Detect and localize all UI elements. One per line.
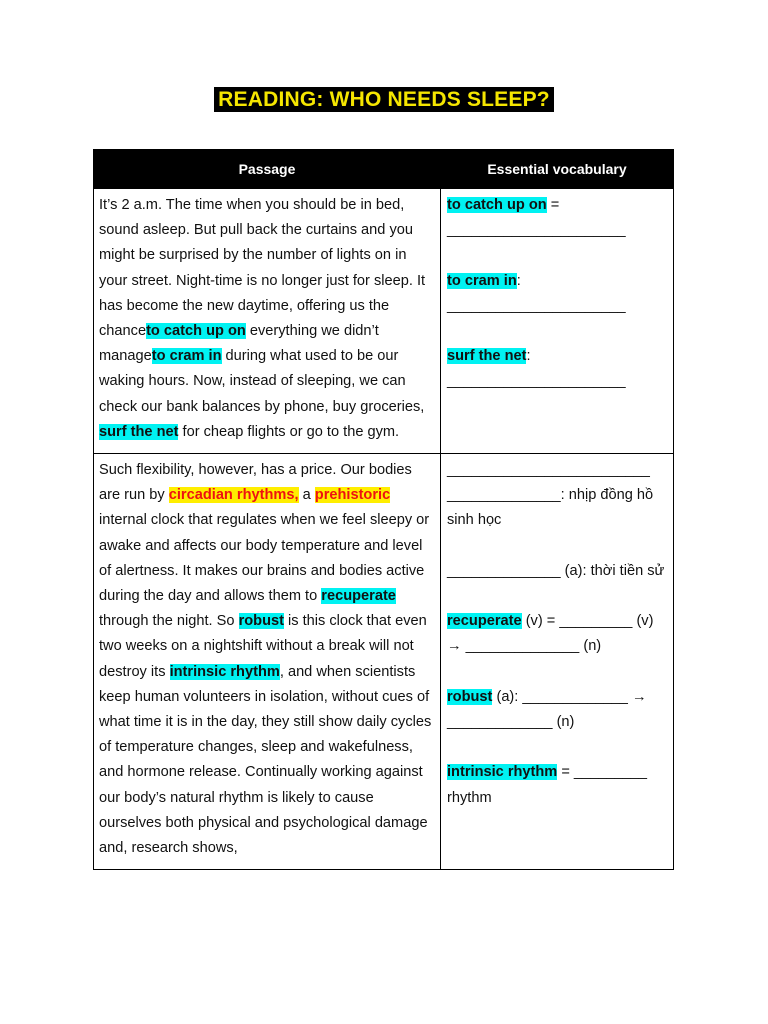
vocab-highlight: recuperate — [321, 588, 396, 605]
vocab-blank: : ______________________ — [447, 272, 626, 314]
vocab-term: to cram in — [447, 272, 517, 289]
passage-text: for cheap flights or go to the gym. — [178, 423, 400, 440]
vocab-highlight-red: prehistoric — [314, 487, 391, 504]
header-row — [94, 150, 674, 189]
vocab-item — [447, 269, 667, 319]
vocab-cell-2 — [441, 454, 674, 870]
passage-text: It’s 2 a.m. The time when you should be in bed, sound asleep. But pull back the curtains and you might be surprised by the number of lights on in your street. Night-time is no longer just for sleep. It has become the new daytime, offering us the chance — [99, 197, 426, 340]
vocab-item — [447, 609, 667, 659]
vocab-blank: (a): _____________ → _____________ (n) — [447, 688, 647, 731]
vocab-highlight: to cram in — [151, 348, 222, 365]
reading-table — [93, 149, 674, 870]
vocab-item — [447, 685, 667, 735]
passage-text: Such flexibility, however, has a price. Our bodies are run by — [99, 462, 412, 504]
vocab-term: recuperate — [447, 613, 522, 630]
header-passage: Passage — [94, 150, 441, 189]
vocab-term: robust — [447, 688, 493, 705]
vocab-highlight: robust — [238, 613, 284, 630]
vocab-blank: (v) = _________ (v) → ______________ (n) — [447, 613, 654, 655]
passage-text: , and when scientists keep human volunteers in isolation, without cues of what time it is in the day, they still show daily cycles of temperature changes, sleep and wakefulness, and hormone release. Continually working against our body’s natural rhythm is likely to cause ourselves both physical and psychological damage and, research shows, — [99, 663, 432, 857]
table-row — [94, 454, 674, 870]
passage-text: internal clock that regulates when we feel sleepy or awake and affects our body temperature and level of alertness. It makes our brains and bodies active during the day and allows them to — [99, 512, 430, 605]
passage-text: everything we didn’t manage — [99, 323, 379, 365]
vocab-item — [447, 760, 667, 810]
passage-text: is this clock that even two weeks on a nightshift without a break will not destroy its — [99, 613, 427, 680]
vocab-item: ______________ (a): thời tiền sử — [447, 562, 665, 579]
vocab-blank: : ______________________ — [447, 348, 626, 390]
page-title: READING: WHO NEEDS SLEEP? — [214, 87, 554, 112]
passage-text: during what used to be our waking hours. Now, instead of sleeping, we can check our bank balances by phone, buy groceries, — [99, 348, 425, 415]
vocab-highlight: to catch up on — [146, 323, 246, 340]
passage-cell-2 — [94, 454, 441, 870]
vocab-highlight: intrinsic rhythm — [169, 663, 280, 680]
passage-text: a — [298, 487, 315, 504]
vocab-blank: = ______________________ — [447, 197, 626, 239]
table-row — [94, 189, 674, 454]
vocab-item — [447, 193, 667, 243]
vocab-term: intrinsic rhythm — [447, 764, 558, 781]
vocab-item — [447, 344, 667, 394]
passage-cell-1 — [94, 189, 441, 454]
passage-text: through the night. So — [99, 613, 239, 630]
vocab-term: surf the net — [447, 348, 527, 365]
header-vocabulary: Essential vocabulary — [441, 150, 674, 189]
vocab-item: _________________________ ______________: nhịp đồng hồ sinh học — [447, 462, 654, 529]
page-title-wrap — [0, 88, 768, 112]
vocab-highlight: surf the net — [99, 423, 179, 440]
vocab-term: to catch up on — [447, 197, 547, 213]
vocab-cell-1 — [441, 189, 674, 454]
vocab-blank: = _________ rhythm — [447, 764, 647, 806]
vocab-highlight-red: circadian rhythms, — [168, 487, 299, 504]
